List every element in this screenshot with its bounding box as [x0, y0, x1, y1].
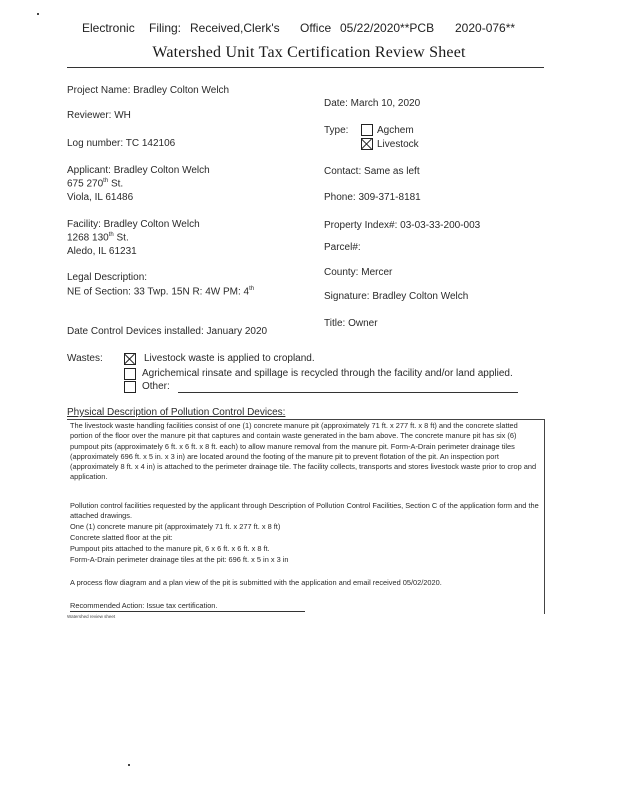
recommended-underline	[70, 611, 305, 612]
wastes-option-other: Other:	[142, 381, 170, 392]
reviewer: Reviewer: WH	[67, 110, 131, 121]
facility-list-item-3: Pumpout pits attached to the manure pit, 6 x 6 ft. x 6 ft. x 8 ft.	[70, 544, 270, 553]
applicant: Applicant: Bradley Colton Welch	[67, 165, 210, 176]
description-paragraph-1: The livestock waste handling facilities consist of one (1) concrete manure pit (approximately 71 ft. x 277 ft. x 8 ft) and the concrete slatted portion of the floor over the manure pit that captures and contain waste generated in the barn above. The concrete manure pit has six (6) pumpout pits (approximately 6 ft. x 6 ft. x 8 ft. each) to allow manure removal from the manure pit. Form-A-Drain perimeter drainage tiles (approximately 696 ft. x 5 in. x 3 in) are located around the footing of the manure pit to prevent flotation of the pit. An inspection port (approximately 8 ft. x 4 in) is attached to the perimeter drainage tile. The facility collects, transports and stores livestock waste prior to crop and application.	[70, 421, 537, 482]
contact: Contact: Same as left	[324, 166, 420, 177]
type-label: Type:	[324, 125, 349, 136]
applicant-address-line2: Viola, IL 61486	[67, 192, 134, 203]
recommended-action: Recommended Action: Issue tax certification.	[70, 601, 218, 610]
footer-small-label: Watershed review sheet	[67, 614, 116, 619]
wastes-option-livestock: Livestock waste is applied to cropland.	[144, 353, 315, 364]
title-divider	[67, 67, 544, 68]
type-agchem-label: Agchem	[377, 125, 414, 136]
facility-list-item-4: Form-A-Drain perimeter drainage tiles at the pit: 696 ft. x 5 in x 3 in	[70, 555, 289, 564]
header-office: Office	[300, 21, 332, 35]
property-index: Property Index#: 03-03-33-200-003	[324, 220, 481, 231]
county: County: Mercer	[324, 267, 393, 278]
facility-address-line2: Aledo, IL 61231	[67, 246, 137, 257]
header-received: Received,Clerk's	[190, 21, 280, 35]
signature: Signature: Bradley Colton Welch	[324, 291, 469, 302]
description-paragraph-2: Pollution control facilities requested by the applicant through Description of Pollution Control Facilities, Section C of the application form and the attached drawings.	[70, 501, 539, 521]
parcel: Parcel#:	[324, 242, 361, 253]
page-title: Watershed Unit Tax Certification Review Sheet	[152, 44, 466, 61]
log-number: Log number: TC 142106	[67, 138, 176, 149]
legal-description-value: NE of Section: 33 Twp. 15N R: 4W PM: 4th	[67, 286, 255, 298]
description-heading: Physical Description of Pollution Control Devices:	[67, 407, 286, 418]
type-livestock-checkbox[interactable]	[361, 138, 373, 150]
scan-speck	[37, 13, 39, 15]
facility-list-item-2: Concrete slatted floor at the pit:	[70, 533, 173, 542]
header-date: 05/22/2020**PCB	[340, 21, 435, 35]
phone: Phone: 309-371-8181	[324, 192, 421, 203]
header-case-number: 2020-076**	[455, 21, 516, 35]
project-name: Project Name: Bradley Colton Welch	[67, 85, 230, 96]
review-date: Date: March 10, 2020	[324, 98, 421, 109]
type-livestock-label: Livestock	[377, 139, 419, 150]
header-electronic: Electronic	[82, 21, 135, 35]
type-agchem-checkbox[interactable]	[361, 124, 373, 136]
scan-speck	[128, 764, 130, 766]
facility-address-line1: 1268 130th St.	[67, 232, 129, 244]
date-installed: Date Control Devices installed: January 2020	[67, 326, 268, 337]
legal-description-label: Legal Description:	[67, 272, 148, 283]
description-paragraph-3: A process flow diagram and a plan view of the pit is submitted with the application and email received 05/02/2020.	[70, 578, 442, 587]
wastes-agrichemical-checkbox[interactable]	[124, 368, 136, 380]
wastes-option-agrichemical: Agrichemical rinsate and spillage is recycled through the facility and/or land applied.	[142, 368, 513, 379]
wastes-other-checkbox[interactable]	[124, 381, 136, 393]
facility: Facility: Bradley Colton Welch	[67, 219, 200, 230]
wastes-label: Wastes:	[67, 353, 103, 364]
other-blank-line	[178, 392, 518, 393]
wastes-livestock-checkbox[interactable]	[124, 353, 136, 365]
applicant-address-line1: 675 270th St.	[67, 178, 124, 190]
header-filing: Filing:	[149, 21, 182, 35]
facility-list-item-1: One (1) concrete manure pit (approximately 71 ft. x 277 ft. x 8 ft)	[70, 522, 281, 531]
signer-title: Title: Owner	[324, 318, 378, 329]
